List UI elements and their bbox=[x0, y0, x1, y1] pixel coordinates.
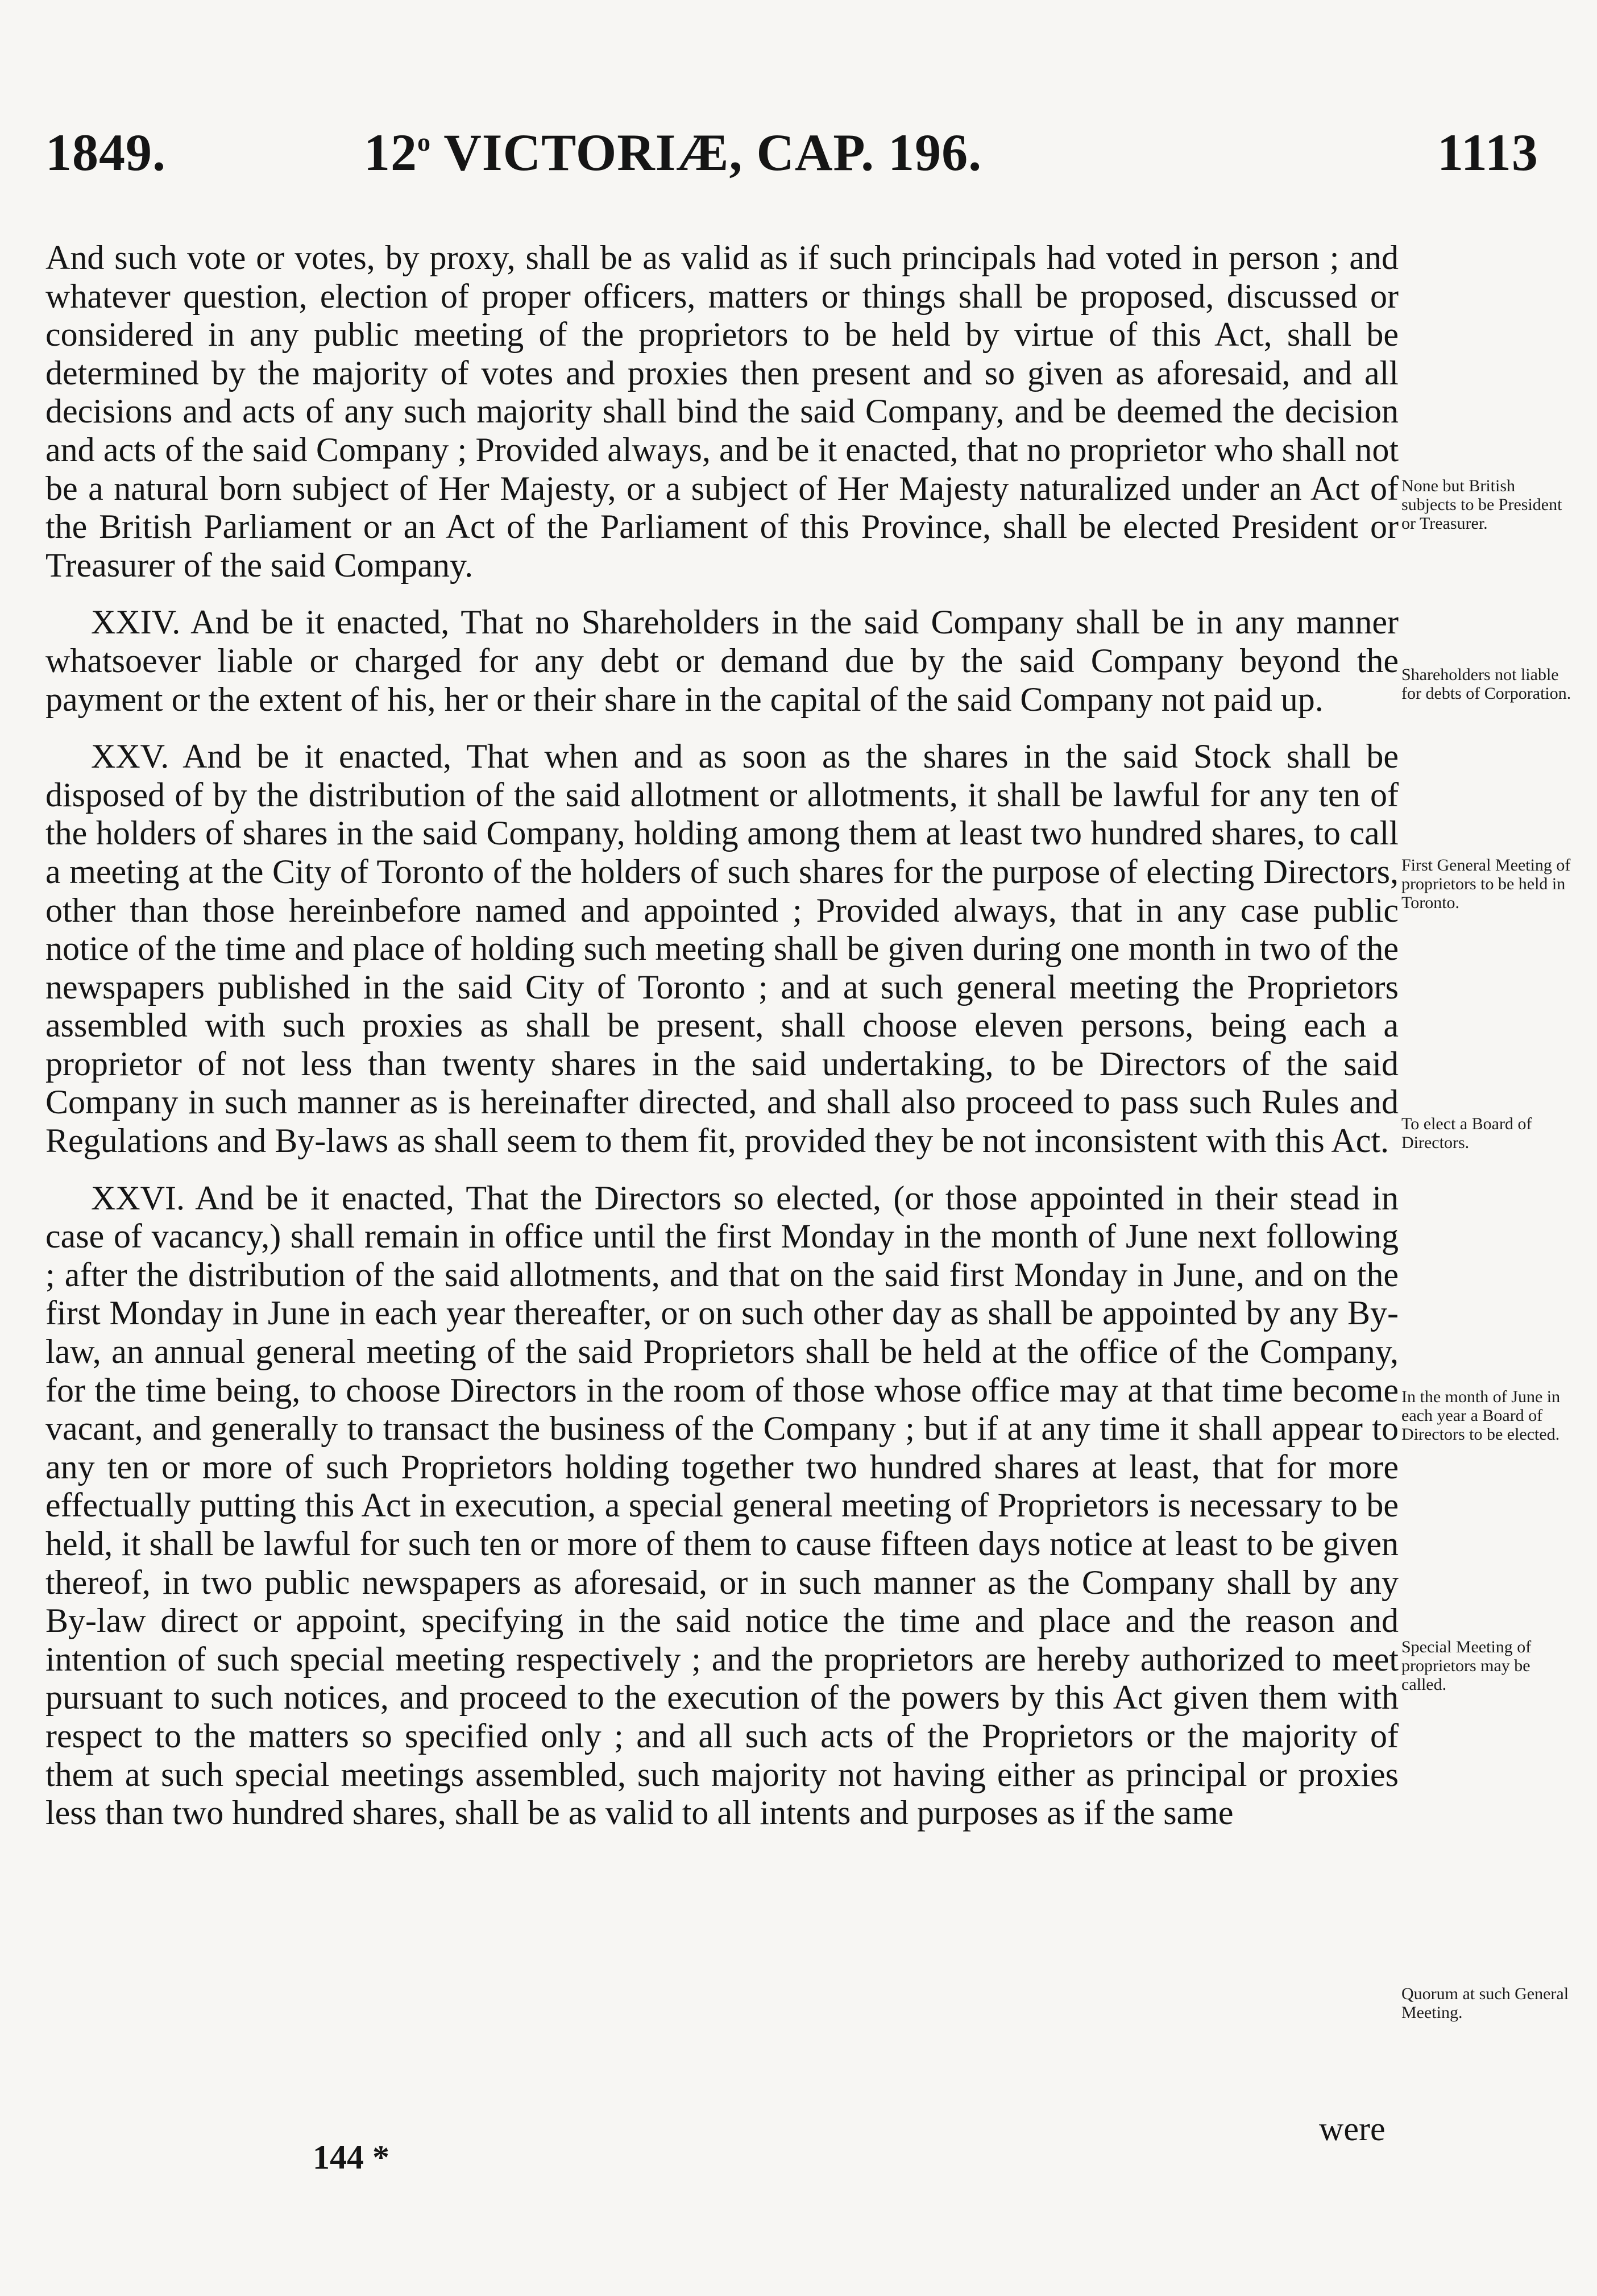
page-number: 1113 bbox=[1437, 123, 1538, 181]
margin-note-first-general-meeting: First General Meeting of proprietors to be held in Toronto. bbox=[1401, 856, 1571, 912]
section-xxv: XXV. And be it enacted, That when and as soon as the shares in the said Stock shall be disposed of by the distribution of the said allotment or allotments, it shall be lawful for any ten of the holders of shares in the said Company, holding among them at least two hundred shares, to call a meeting at the City of Toronto of the holders of such shares for the purpose of electing Directors, other than those hereinbefore named and appointed ; Provided always, that in any case public notice of the time and place of holding such meeting shall be given during one month in two of the newspapers published in the said City of Toronto ; and at such general meeting the Proprietors assembled with such proxies as shall be present, shall choose eleven persons, being each a proprietor of not less than twenty shares in the said undertaking, to be Directors of the said Company in such manner as is hereinafter directed, and shall also proceed to pass such Rules and Regulations and By-laws as shall seem to them fit, provided they be not inconsistent with this Act. bbox=[45, 737, 1399, 1160]
margin-note-quorum: Quorum at such General Meeting. bbox=[1401, 1984, 1569, 2022]
title-rest: VICTORIÆ, CAP. 196. bbox=[431, 123, 982, 181]
margin-note-june-election: In the month of June in each year a Board of Directors to be elected. bbox=[1401, 1387, 1561, 1444]
header-title bbox=[364, 123, 982, 181]
margin-note-british-subjects: None but British subjects to be President or Treasurer. bbox=[1401, 476, 1562, 533]
body-text bbox=[45, 239, 1399, 1833]
section-xxvi: XXVI. And be it enacted, That the Directors so elected, (or those appointed in their stead in case of vacancy,) shall remain in office until the first Monday in the month of June next following ; after the distribution of the said allotments, and that on the said first Monday in June, and on the first Monday in June in each year thereafter, or on such other day as shall be appointed by any By-law, an annual general meeting of the said Proprietors shall be held at the office of the Company, for the time being, to choose Directors in the room of those whose office may at that time become vacant, and generally to transact the business of the Company ; but if at any time it shall appear to any ten or more of such Proprietors holding together two hundred shares at least, that for more effectually putting this Act in execution, a special general meeting of Proprietors is necessary to be held, it shall be lawful for such ten or more of them to cause fifteen days notice at least to be given thereof, in two public newspapers as aforesaid, or in such manner as the Company shall by any By-law direct or appoint, specifying in the said notice the time and place and the reason and intention of such special meeting respectively ; and the proprietors are hereby authorized to meet pursuant to such notices, and proceed to the execution of the powers by this Act given them with respect to the matters so specified only ; and all such acts of the Proprietors or the majority of them at such special meetings assembled, such majority not having either as principal or proxies less than two hundred shares, shall be as valid to all intents and purposes as if the same bbox=[45, 1179, 1399, 1832]
paragraph-continuation: And such vote or votes, by proxy, shall be as valid as if such principals had voted in person ; and whatever question, election of proper officers, matters or things shall be proposed, discussed or considered in any public meeting of the proprietors to be held by virtue of this Act, shall be determined by the majority of votes and proxies then present and so given as aforesaid, and all decisions and acts of any such majority shall bind the said Company, and be deemed the decision and acts of the said Company ; Provided always, and be it enacted, that no proprietor who shall not be a natural born subject of Her Majesty, or a subject of Her Majesty naturalized under an Act of the British Parliament or an Act of the Parliament of this Province, shall be elected President or Treasurer of the said Company. bbox=[45, 239, 1399, 584]
margin-note-special-meeting: Special Meeting of proprietors may be called. bbox=[1401, 1638, 1532, 1694]
section-xxiv: XXIV. And be it enacted, That no Shareholders in the said Company shall be in any manner whatsoever liable or charged for any debt or demand due by the said Company beyond the payment or the extent of his, her or their share in the capital of the said Company not paid up. bbox=[45, 603, 1399, 718]
catchword: were bbox=[1319, 2110, 1386, 2148]
margin-note-shareholders-liability: Shareholders not liable for debts of Corporation. bbox=[1401, 665, 1571, 703]
regnal-number: 12 bbox=[364, 123, 417, 181]
signature-mark: 144 * bbox=[313, 2138, 389, 2176]
regnal-suffix: o bbox=[417, 127, 431, 156]
header-year: 1849. bbox=[45, 123, 166, 181]
margin-note-elect-board: To elect a Board of Directors. bbox=[1401, 1114, 1532, 1152]
